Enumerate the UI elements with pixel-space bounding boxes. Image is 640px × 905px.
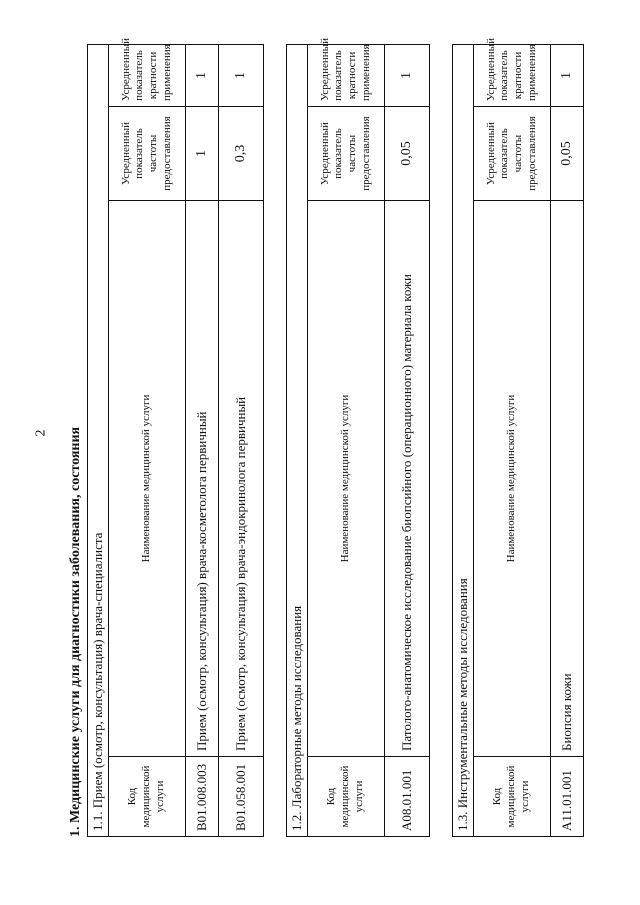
service-frequency: 0,05 xyxy=(551,107,584,201)
header-multiplicity: Усредненный показатель кратности применения xyxy=(109,45,186,107)
service-code: A11.01.001 xyxy=(551,757,584,837)
service-multiplicity: 1 xyxy=(551,45,584,107)
service-frequency: 0,3 xyxy=(219,107,264,201)
service-code: B01.058.001 xyxy=(219,757,264,837)
table-block-1-1 xyxy=(87,37,264,837)
header-frequency: Усредненный показатель частоты предоставления xyxy=(474,107,551,201)
service-multiplicity: 1 xyxy=(186,45,219,107)
table-title: 1.3. Инструментальные методы исследования xyxy=(453,45,474,837)
page-content xyxy=(68,37,606,837)
services-table-1-1 xyxy=(87,38,264,837)
header-multiplicity: Усредненный показатель кратности применения xyxy=(308,45,385,107)
header-name: Наименование медицинской услуги xyxy=(109,201,186,757)
section-title: 1. Медицинские услуги для диагностики заболевания, состояния xyxy=(68,426,83,837)
service-frequency: 1 xyxy=(186,107,219,201)
service-name: Прием (осмотр, консультация) врача-эндокринолога первичный xyxy=(219,201,264,757)
service-name: Патолого-анатомическое исследование биопсийного (операционного) материала кожи xyxy=(385,201,430,757)
header-name: Наименование медицинской услуги xyxy=(474,201,551,757)
header-frequency: Усредненный показатель частоты предоставления xyxy=(308,107,385,201)
table-title: 1.1. Прием (осмотр, консультация) врача-специалиста xyxy=(88,45,109,837)
table-block-1-2 xyxy=(286,37,430,837)
page-number: 2 xyxy=(33,429,49,437)
service-name: Биопсия кожи xyxy=(551,201,584,757)
header-code: Код медицинской услуги xyxy=(308,757,385,837)
services-table-1-3 xyxy=(452,38,584,837)
table-row xyxy=(385,45,430,837)
table-row xyxy=(551,45,584,837)
service-code: B01.008.003 xyxy=(186,757,219,837)
service-multiplicity: 1 xyxy=(219,45,264,107)
header-code: Код медицинской услуги xyxy=(474,757,551,837)
table-row xyxy=(186,45,219,837)
header-frequency: Усредненный показатель частоты предоставления xyxy=(109,107,186,201)
service-multiplicity: 1 xyxy=(385,45,430,107)
service-code: A08.01.001 xyxy=(385,757,430,837)
service-frequency: 0,05 xyxy=(385,107,430,201)
header-name: Наименование медицинской услуги xyxy=(308,201,385,757)
table-block-1-3 xyxy=(452,37,584,837)
service-name: Прием (осмотр, консультация) врача-косметолога первичный xyxy=(186,201,219,757)
services-table-1-2 xyxy=(286,38,430,837)
header-code: Код медицинской услуги xyxy=(109,757,186,837)
table-title: 1.2. Лабораторные методы исследования xyxy=(287,45,308,837)
table-row xyxy=(219,45,264,837)
header-multiplicity: Усредненный показатель кратности применения xyxy=(474,45,551,107)
